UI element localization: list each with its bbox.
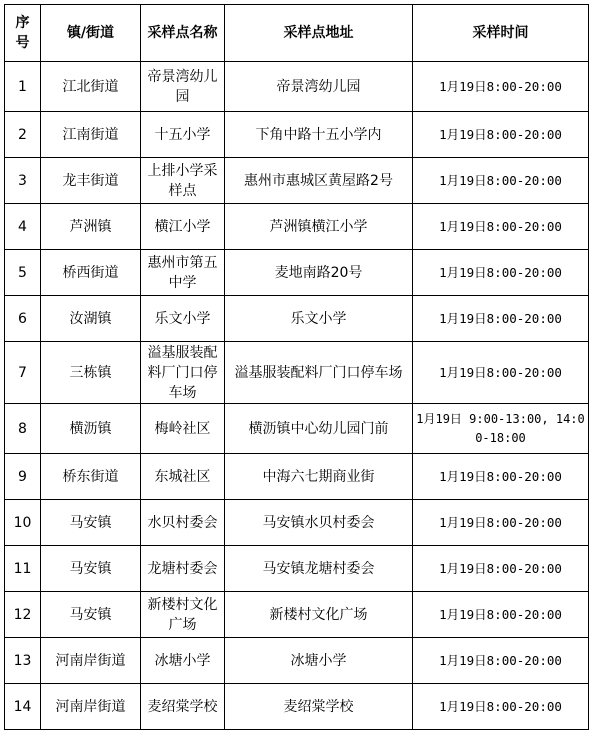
- cell-seq: 11: [5, 546, 41, 592]
- cell-town: 龙丰街道: [41, 158, 141, 204]
- cell-site-name: 乐文小学: [141, 296, 225, 342]
- cell-site-address: 横沥镇中心幼儿园门前: [225, 404, 413, 454]
- cell-town: 桥东街道: [41, 454, 141, 500]
- cell-time: 1月19日8:00-20:00: [413, 62, 589, 112]
- table-row: [5, 342, 589, 404]
- cell-site-name: 东城社区: [141, 454, 225, 500]
- cell-time: 1月19日8:00-20:00: [413, 684, 589, 730]
- cell-town: 马安镇: [41, 546, 141, 592]
- header-time: 采样时间: [413, 5, 589, 62]
- cell-seq: 14: [5, 684, 41, 730]
- cell-seq: 6: [5, 296, 41, 342]
- cell-site-address: 乐文小学: [225, 296, 413, 342]
- cell-town: 三栋镇: [41, 342, 141, 404]
- cell-time: 1月19日8:00-20:00: [413, 638, 589, 684]
- cell-time: 1月19日8:00-20:00: [413, 296, 589, 342]
- cell-site-name: 十五小学: [141, 112, 225, 158]
- table-header-row: [5, 5, 589, 62]
- cell-time: 1月19日8:00-20:00: [413, 500, 589, 546]
- cell-site-address: 冰塘小学: [225, 638, 413, 684]
- cell-seq: 13: [5, 638, 41, 684]
- cell-time: 1月19日8:00-20:00: [413, 546, 589, 592]
- cell-site-address: 新楼村文化广场: [225, 592, 413, 638]
- cell-site-address: 芦洲镇横江小学: [225, 204, 413, 250]
- cell-site-name: 惠州市第五中学: [141, 250, 225, 296]
- cell-town: 河南岸街道: [41, 684, 141, 730]
- table-body: [5, 62, 589, 730]
- header-site-name: 采样点名称: [141, 5, 225, 62]
- cell-site-address: 溢基服装配料厂门口停车场: [225, 342, 413, 404]
- cell-site-name: 横江小学: [141, 204, 225, 250]
- cell-site-name: 龙塘村委会: [141, 546, 225, 592]
- cell-town: 江北街道: [41, 62, 141, 112]
- header-town: 镇/街道: [41, 5, 141, 62]
- cell-site-address: 马安镇龙塘村委会: [225, 546, 413, 592]
- cell-site-address: 中海六七期商业街: [225, 454, 413, 500]
- table-row: [5, 638, 589, 684]
- cell-site-address: 惠州市惠城区黄屋路2号: [225, 158, 413, 204]
- table-row: [5, 592, 589, 638]
- cell-site-address: 麦绍棠学校: [225, 684, 413, 730]
- cell-seq: 12: [5, 592, 41, 638]
- cell-town: 芦洲镇: [41, 204, 141, 250]
- cell-town: 河南岸街道: [41, 638, 141, 684]
- cell-seq: 2: [5, 112, 41, 158]
- table-row: [5, 112, 589, 158]
- cell-time: 1月19日 9:00-13:00, 14:00-18:00: [413, 404, 589, 454]
- cell-site-name: 麦绍棠学校: [141, 684, 225, 730]
- header-seq: 序号: [5, 5, 41, 62]
- table-row: [5, 250, 589, 296]
- cell-seq: 1: [5, 62, 41, 112]
- table-row: [5, 684, 589, 730]
- cell-town: 马安镇: [41, 592, 141, 638]
- cell-town: 马安镇: [41, 500, 141, 546]
- table-row: [5, 204, 589, 250]
- cell-seq: 3: [5, 158, 41, 204]
- table-row: [5, 404, 589, 454]
- table-row: [5, 500, 589, 546]
- cell-town: 横沥镇: [41, 404, 141, 454]
- table-row: [5, 454, 589, 500]
- cell-seq: 9: [5, 454, 41, 500]
- cell-time: 1月19日8:00-20:00: [413, 592, 589, 638]
- cell-time: 1月19日8:00-20:00: [413, 342, 589, 404]
- cell-site-name: 冰塘小学: [141, 638, 225, 684]
- table-row: [5, 296, 589, 342]
- cell-site-name: 溢基服装配料厂门口停车场: [141, 342, 225, 404]
- cell-town: 江南街道: [41, 112, 141, 158]
- cell-town: 桥西街道: [41, 250, 141, 296]
- cell-time: 1月19日8:00-20:00: [413, 250, 589, 296]
- cell-site-name: 梅岭社区: [141, 404, 225, 454]
- cell-time: 1月19日8:00-20:00: [413, 112, 589, 158]
- cell-site-address: 马安镇水贝村委会: [225, 500, 413, 546]
- cell-seq: 8: [5, 404, 41, 454]
- table-row: [5, 158, 589, 204]
- cell-site-address: 帝景湾幼儿园: [225, 62, 413, 112]
- cell-site-name: 新楼村文化广场: [141, 592, 225, 638]
- cell-site-name: 帝景湾幼儿园: [141, 62, 225, 112]
- cell-seq: 7: [5, 342, 41, 404]
- cell-seq: 4: [5, 204, 41, 250]
- cell-time: 1月19日8:00-20:00: [413, 204, 589, 250]
- cell-time: 1月19日8:00-20:00: [413, 158, 589, 204]
- cell-site-name: 水贝村委会: [141, 500, 225, 546]
- table-row: [5, 62, 589, 112]
- cell-town: 汝湖镇: [41, 296, 141, 342]
- cell-site-address: 麦地南路20号: [225, 250, 413, 296]
- cell-time: 1月19日8:00-20:00: [413, 454, 589, 500]
- cell-seq: 5: [5, 250, 41, 296]
- cell-site-address: 下角中路十五小学内: [225, 112, 413, 158]
- cell-site-name: 上排小学采样点: [141, 158, 225, 204]
- cell-seq: 10: [5, 500, 41, 546]
- sampling-sites-table: [4, 4, 589, 730]
- table-row: [5, 546, 589, 592]
- header-site-address: 采样点地址: [225, 5, 413, 62]
